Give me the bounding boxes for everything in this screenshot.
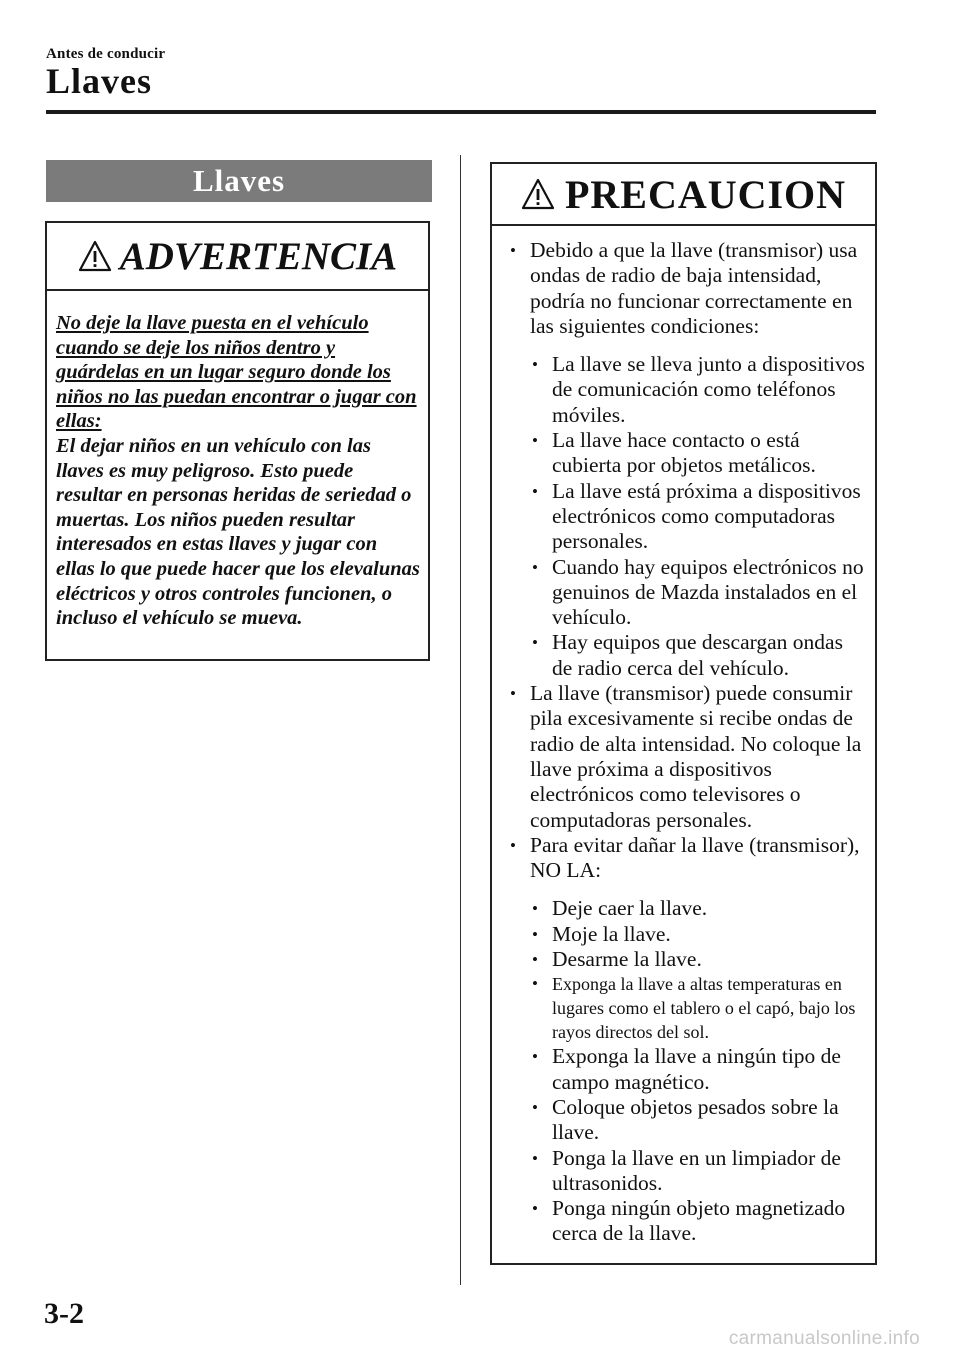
bullet-icon: • — [532, 1047, 538, 1067]
warning-underlined-text: No deje la llave puesta en el vehículo cuando se deje los niños dentro y guárdelas en un lugar seguro donde los niños no las puedan encontrar o jugar con ellas: — [56, 312, 417, 433]
sub-list-item — [504, 352, 867, 428]
sub-list-item — [504, 922, 867, 947]
bullet-icon: • — [510, 684, 516, 704]
sub-list-item-text: Deje caer la llave. — [552, 896, 708, 921]
sub-list-item — [504, 1095, 867, 1146]
bullet-icon: • — [532, 633, 538, 653]
caution-title: PRECAUCION — [564, 171, 847, 217]
sub-list-item — [504, 479, 867, 555]
sub-list-item — [504, 972, 867, 1044]
page-number: 3-2 — [44, 1297, 84, 1330]
header-divider — [46, 110, 876, 114]
bullet-icon: • — [532, 1148, 538, 1168]
sub-list-item — [504, 896, 867, 921]
bullet-icon: • — [532, 1097, 538, 1117]
column-divider — [460, 155, 461, 1285]
bullet-icon: • — [532, 1199, 538, 1219]
bullet-icon: • — [532, 431, 538, 451]
list-item — [504, 833, 867, 884]
list-item — [504, 238, 867, 339]
bullet-icon: • — [532, 481, 538, 501]
sub-list-item-text: Exponga la llave a altas temperaturas en lugares como el tablero o el capó, bajo los rayos directos del sol. — [552, 974, 856, 1043]
bullet-icon: • — [532, 950, 538, 970]
warning-title: ADVERTENCIA — [119, 234, 398, 278]
section-title: Llaves — [46, 160, 432, 202]
list-item-text: La llave (transmisor) puede consumir pila excesivamente si recibe ondas de radio de alta intensidad. No coloque la llave próxima a dispositivos electrónicos como televisores o computadoras personales. — [530, 681, 862, 832]
sub-list-item-text: Desarme la llave. — [552, 947, 702, 972]
sub-list-item-text: Cuando hay equipos electrónicos no genuinos de Mazda instalados en el vehículo. — [552, 554, 864, 630]
sub-list-item-text: Exponga la llave a ningún tipo de campo magnético. — [552, 1044, 841, 1094]
breadcrumb: Antes de conducir — [46, 46, 166, 62]
bullet-icon: • — [510, 241, 516, 260]
sub-list-item — [504, 1044, 867, 1095]
watermark: carmanualsonline.info — [728, 1328, 920, 1349]
sub-list-item — [504, 1146, 867, 1197]
warning-body — [47, 291, 428, 631]
warning-triangle-icon — [521, 178, 555, 210]
caution-body — [492, 226, 875, 1247]
sub-list-item-text: Ponga la llave en un limpiador de ultrasonidos. — [552, 1145, 841, 1195]
sub-list-item-text: La llave se lleva junto a dispositivos de comunicación como teléfonos móviles. — [552, 352, 865, 427]
sub-list-item-text: Moje la llave. — [552, 921, 671, 946]
sub-list-item — [504, 428, 867, 479]
warning-triangle-icon — [78, 240, 112, 272]
bullet-icon: • — [532, 557, 538, 577]
warning-box — [45, 221, 430, 661]
sub-list-item-text: Hay equipos que descargan ondas de radio cerca del vehículo. — [552, 630, 843, 680]
page-title: Llaves — [46, 61, 153, 101]
warning-text: El dejar niños en un vehículo con las llaves es muy peligroso. Esto puede resultar en personas heridas de seriedad o muertas. Los niños pueden resultar interesados en estas llaves y jugar con ellas lo que puede hacer que los elevalunas eléctricos y otros controles funcionen, o incluso el vehículo se mueva. — [56, 434, 420, 630]
caution-header — [492, 164, 875, 226]
bullet-icon: • — [532, 899, 538, 919]
sub-list-item — [504, 947, 867, 972]
bullet-icon: • — [510, 835, 516, 855]
bullet-icon: • — [532, 974, 538, 994]
sub-list-item-text: Ponga ningún objeto magnetizado cerca de la llave. — [552, 1196, 846, 1246]
list-item-text: Para evitar dañar la llave (transmisor), NO LA: — [530, 832, 860, 883]
list-item-text: Debido a que la llave (transmisor) usa ondas de radio de baja intensidad, podría no funcionar correctamente en las siguientes condiciones: — [530, 238, 858, 338]
bullet-icon: • — [532, 355, 538, 375]
list-item — [504, 681, 867, 833]
caution-box — [490, 162, 877, 1265]
warning-header — [47, 223, 428, 291]
sub-list-item-text: Coloque objetos pesados sobre la llave. — [552, 1094, 839, 1145]
sub-list-item-text: La llave está próxima a dispositivos electrónicos como computadoras personales. — [552, 478, 861, 554]
sub-list-item — [504, 555, 867, 631]
bullet-icon: • — [532, 924, 538, 944]
sub-list-item — [504, 630, 867, 681]
sub-list-item-text: La llave hace contacto o está cubierta por objetos metálicos. — [552, 428, 816, 478]
sub-list-item — [504, 1196, 867, 1247]
